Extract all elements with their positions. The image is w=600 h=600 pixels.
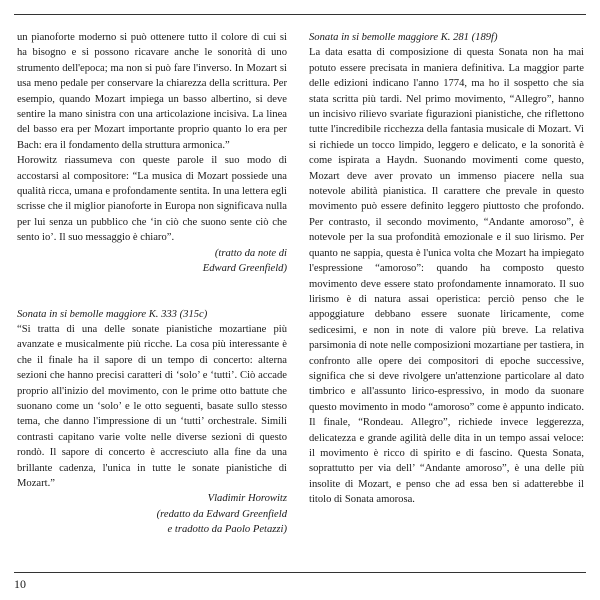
right-paragraph-1: La data esatta di composizione di questa Sonata non ha mai potuto essere precisata in maniera definitiva. La maggior parte delle edizioni indicano l'anno 1774, ma ho il sospetto che sia stata scritta più tardi. Nel primo movimento, “Allegro”, hanno un incisivo rilievo svariate figurazioni pianistiche, che riflettono tutte l'incredibile ricchezza della fantasia musicale di Mozart. Vi si richiede un tocco limpido, leggero e delicato, e la sonorità è come ispirata a Haydn. Suonando movimenti come questo, Mozart deve aver provato un immenso piacere nella sua notevole abilità pianistica. Il carattere che prevale in questo movimento può essere definito leggero piuttosto che profondo. Per contrasto, il secondo movimento, “Andante amoroso”, è notevole per la sua profondità emozionale e il suo lirismo. Per quanto ne sappia, questa è l'unica volta che Mozart ha impiegato l'espressione “amoroso”: quando ha composto questo movimento deve essere stato profondamente innamorato. Il suo lirismo è di natura assai operistica: perciò penso che le appoggiature debbano essere suonate liricamente, come sedicesimi, e non in note di valore più breve. La relativa parsimonia di note nelle composizioni mozartiane per tastiera, in confronto alle opere dei compositori di epoche successive, significa che si deve rivolgere un'attenzione particolare al dato timbrico e all'assunto lirico-espressivo, in modo da suonare questo movimento in modo “amoroso” come è appunto indicato. Il finale, “Rondeau. Allegro”, richiede invece leggerezza, delicatezza e grande agilità delle dita in un tempo assai veloce: il movimento è ricco di spirito e di fascino. Questa Sonata, soprattutto per via dell’ “Andante amoroso”, è una delle più insolite di Mozart, e penso che ad essa ben si adatterebbe il titolo di Sonata amorosa.: [309, 47, 584, 506]
bottom-rule: [14, 572, 586, 573]
attribution-horowitz-line-3: e tradotto da Paolo Petazzi): [167, 524, 287, 536]
left-column: [17, 30, 287, 538]
attribution-horowitz-line-2: (redatto da Edward Greenfield: [156, 508, 287, 520]
left-paragraph-3: “Si tratta di una delle sonate pianistiche mozartiane più avanzate e musicalmente più ricche. La cosa più interessante è che il finale ha il sapore di un tempo di concerto: alterna sezioni che hanno precisi caratteri di ‘solo’ e ‘tutti’. Ciò accade proprio all'inizio del movimento, con le prime otto battute che suonano come un ‘solo’ e le otto seguenti, basate sullo stesso tema, che danno l'impressione di un ‘tutti’ orchestrale. Simili contrasti capitano varie volte nelle diverse sezioni di questo rondò. Il sapore di concerto è accresciuto alla fine da una brillante cadenza, l'unica in tutte le sonate pianistiche di Mozart.”: [17, 323, 287, 489]
attribution-horowitz-name: Vladimir Horowitz: [207, 493, 287, 505]
section-heading-k281: Sonata in si bemolle maggiore K. 281 (189f): [309, 32, 498, 43]
top-rule: [14, 14, 586, 15]
attribution-greenfield-line-1: (tratto da note di: [214, 247, 287, 259]
attribution-greenfield-line-2: Edward Greenfield): [202, 263, 287, 275]
right-column: [309, 30, 584, 508]
section-gap: [17, 277, 287, 307]
section-heading-k333: Sonata in si bemolle maggiore K. 333 (315c): [17, 308, 208, 320]
page-number: 10: [14, 577, 26, 591]
left-paragraph-2: Horowitz riassumeva con queste parole il suo modo di accostarsi al compositore: “La musica di Mozart possiede una qualità ricca, umana e profondamente sentita. In una lettera egli scrisse che il miglior pianoforte in Europa non significava nulla per lui senza un pubblico che ‘in ciò che suono sente ciò che sento io’. Il suo messaggio è chiaro”.: [17, 155, 287, 244]
left-paragraph-1: un pianoforte moderno si può ottenere tutto il colore di cui si ha bisogno e si possono ricavare anche le sonorità di uno strumento dell'epoca; ma non si può fare l'inverso. In Mozart si usa meno pedale per conservare la chiarezza della scrittura. Per esempio, quando Mozart impiega un basso albertino, si deve sentire la mano sinistra con una articolazione incisiva. La linea del basso era per Mozart importante proprio quanto lo era per Bach: era il fondamento della struttura armonica.”: [17, 32, 287, 151]
